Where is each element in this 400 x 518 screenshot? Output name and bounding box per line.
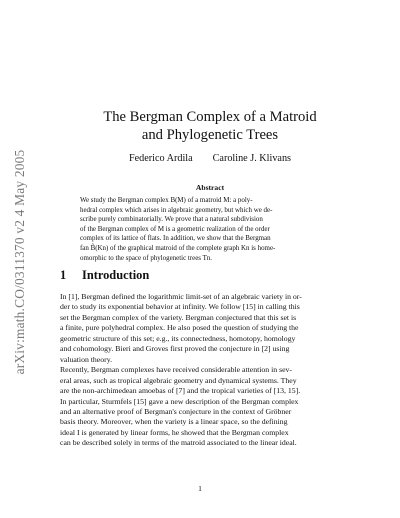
author-list — [60, 153, 360, 164]
abstract-line: complex of its lattice of flats. In addition, we show that the Bergman — [80, 234, 271, 243]
body-line: set the Bergman complex of the variety. Bergman conjectured that this set is — [60, 312, 297, 322]
body-line: geometric structure of this set; e.g., its connectedness, homotopy, homology — [60, 333, 296, 343]
body-line: are the non-archimedean amoebas of [7] and the tropical varieties of [13, 15]. — [60, 386, 301, 396]
section-number: 1 — [60, 268, 67, 282]
body-line: basis theory. Moreover, when the variety is a linear space, so the defining — [60, 417, 288, 427]
paper-title — [60, 108, 360, 144]
arxiv-identifier-stamp: arXiv:math.CO/0311370 v2 4 May 2005 — [12, 149, 27, 375]
body-line: ideal I is generated by linear forms, he showed that the Bergman complex — [60, 427, 289, 437]
body-line: can be described solely in terms of the matroid associated to the linear ideal. — [60, 438, 297, 448]
body-line: a finite, pure polyhedral complex. He also posed the question of studying the — [60, 323, 299, 333]
body-line: Recently, Bergman complexes have received considerable attention in sev- — [60, 365, 292, 375]
section-heading — [60, 268, 149, 283]
body-line: In particular, Sturmfels [15] gave a new description of the Bergman complex — [60, 396, 299, 406]
title-line-1: The Bergman Complex of a Matroid — [103, 109, 317, 125]
abstract-line: omorphic to the space of phylogenetic trees Tn. — [80, 253, 213, 262]
abstract-text — [80, 196, 335, 263]
abstract-heading: Abstract — [195, 183, 225, 192]
body-line: eral areas, such as tropical algebraic geometry and dynamical systems. They — [60, 375, 297, 385]
body-line: der to study its exponential behavior at infinity. We follow [15] in calling this — [60, 302, 300, 312]
body-line: and an alternative proof of Bergman's conjecture in the context of Gröbner — [60, 406, 292, 416]
introduction-body — [60, 292, 352, 449]
body-line: and cohomology. Bieri and Groves first proved the conjecture in [2] using — [60, 344, 290, 354]
section-title: Introduction — [82, 268, 150, 282]
author-name: Federico Ardila — [128, 153, 193, 164]
abstract-line: scribe purely combinatorially. We prove that a natural subdivision — [80, 215, 263, 224]
abstract-line: hedral complex which arises in algebraic geometry, but which we de- — [80, 205, 273, 214]
abstract-line: We study the Bergman complex B(M) of a matroid M: a poly- — [80, 196, 253, 204]
title-line-2: and Phylogenetic Trees — [141, 127, 279, 143]
page-number: 1 — [198, 484, 202, 493]
author-name: Caroline J. Klivans — [212, 153, 292, 164]
abstract-line: fan B̃(Kn) of the graphical matroid of the complete graph Kn is home- — [80, 243, 276, 252]
abstract-line: of the Bergman complex of M is a geometric realization of the order — [80, 224, 270, 233]
body-line: In [1], Bergman defined the logarithmic limit-set of an algebraic variety in or- — [60, 292, 302, 301]
body-line: valuation theory. — [60, 354, 113, 364]
